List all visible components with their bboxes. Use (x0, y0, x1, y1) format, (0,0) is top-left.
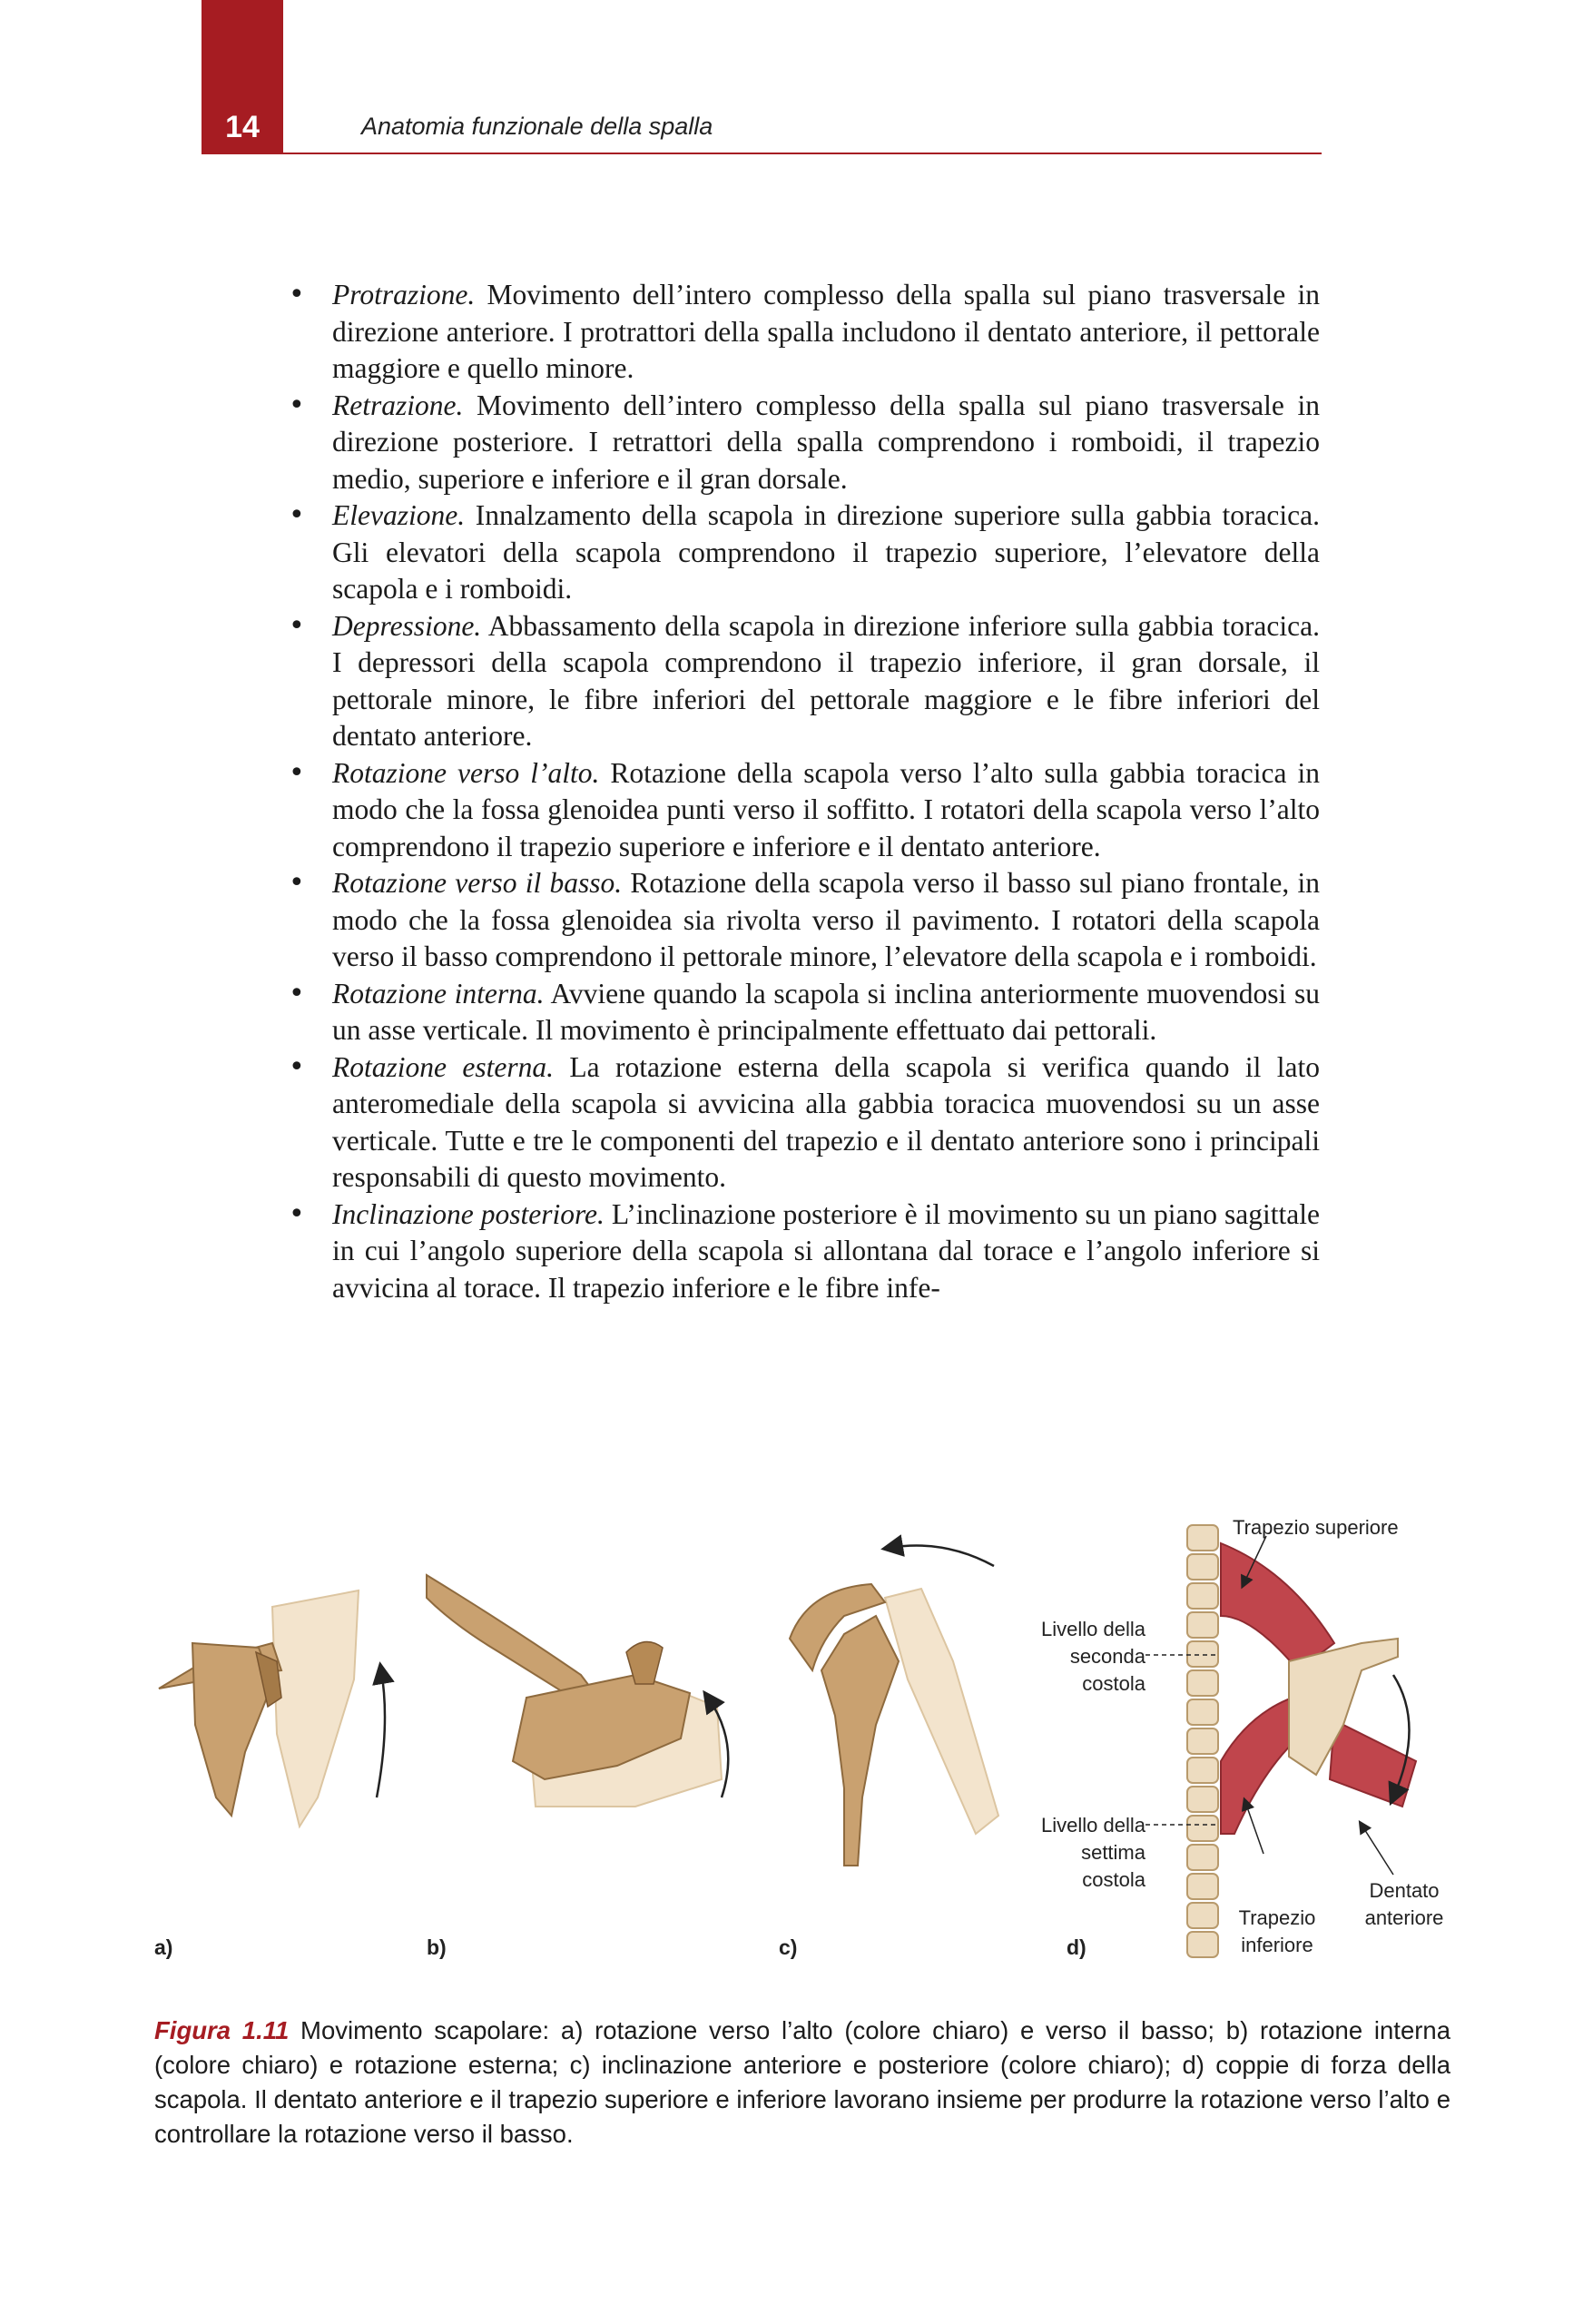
movement-list (289, 277, 1320, 1306)
list-item-term: Rotazione esterna. (332, 1050, 554, 1083)
list-item-term: Protrazione. (332, 279, 476, 310)
label-line: Livello della (1041, 1618, 1145, 1640)
list-item-text: L’inclinazione posteriore è il movimento su un piano sagittale in cui l’angolo superiore della scapola si allontana dal torace e l’angolo inferiore si avvicina al torace. Il trapezio inferiore e le fibre infe- (332, 1197, 1320, 1304)
label-line: seconda (1069, 1645, 1145, 1668)
list-item-term: Elevazione. (332, 499, 466, 531)
list-item-term: Inclinazione posteriore. (332, 1197, 605, 1230)
list-item (289, 755, 1320, 866)
scapular-movement-figure (0, 1489, 1583, 1997)
list-item (289, 865, 1320, 976)
label-livello-settima-costola (1008, 1812, 1145, 1894)
figure-caption (154, 2014, 1450, 2152)
list-item-term: Rotazione verso il basso. (332, 867, 623, 899)
label-line: costola (1082, 1868, 1145, 1891)
header-rule (202, 153, 1322, 154)
list-item-text: Innalzamento della scapola in direzione superiore sulla gabbia toracica. Gli elevatori della scapola comprendono il trapezio superiore, l’elevatore della scapola e i romboidi. (332, 499, 1320, 605)
panel-label-d: d) (1067, 1935, 1086, 1959)
list-item-term: Retrazione. (332, 389, 464, 421)
list-item (289, 1196, 1320, 1307)
figure-illustration (0, 1489, 1583, 1997)
list-item (289, 388, 1320, 498)
caption-text: Movimento scapolare: a) rotazione verso l’alto (colore chiaro) e verso il basso; b) rotazione interna (colore chiaro) e rotazione esterna; c) inclinazione anteriore e posteriore (colore chiaro); d) coppie di forza della scapola. Il dentato anteriore e il trapezio superiore e inferiore lavorano insieme per produrre la rotazione verso l’alto e controllare la rotazione verso il basso. (154, 2016, 1450, 2148)
list-item (289, 497, 1320, 608)
panel-b-scapula (427, 1575, 728, 1807)
label-livello-seconda-costola (1008, 1616, 1145, 1698)
panel-label-c: c) (779, 1935, 798, 1959)
list-item-text: Movimento dell’intero complesso della spalla sul piano trasversale in direzione posteriore. I retrattori della spalla comprendono i romboidi, il trapezio medio, superiore e inferiore e il gran dorsale. (332, 389, 1320, 495)
list-item-term: Rotazione verso l’alto. (332, 756, 600, 789)
list-item-text: Movimento dell’intero complesso della spalla sul piano trasversale in direzione anteriore. I protrattori della spalla includono il dentato anteriore, il pettorale maggiore e quello minore. (332, 279, 1320, 384)
label-line: anteriore (1364, 1906, 1444, 1929)
panel-c-scapula (790, 1546, 998, 1866)
list-item-text: La rotazione esterna della scapola si verifica quando il lato anteromediale della scapola si avvicina alla gabbia toracica muovendosi su un asse verticale. Tutte e tre le componenti del trapezio e il dentato anteriore sono i principali responsabili di questo movimento. (332, 1050, 1320, 1193)
list-item-text: Rotazione della scapola verso il basso sul piano frontale, in modo che la fossa glenoidea sia rivolta verso il pavimento. I rotatori della scapola verso il basso comprendono il pettorale minore, l’elevatore della scapola e i romboidi. (332, 867, 1320, 972)
list-item (289, 1049, 1320, 1196)
list-item-term: Depressione. (332, 609, 482, 642)
label-line: Trapezio (1238, 1906, 1316, 1929)
label-dentato-anteriore (1354, 1877, 1454, 1932)
list-item-term: Rotazione interna. (332, 977, 545, 1009)
label-trapezio-inferiore (1227, 1905, 1327, 1959)
list-item (289, 608, 1320, 755)
list-item-text: Abbassamento della scapola in direzione inferiore sulla gabbia toracica. I depressori della scapola comprendono il trapezio inferiore, il gran dorsale, il pettorale minore, le fibre inferiori del pettorale maggiore e le fibre inferiori del dentato anteriore. (332, 609, 1320, 752)
list-item (289, 277, 1320, 388)
label-line: settima (1081, 1841, 1145, 1864)
panel-label-a: a) (154, 1935, 173, 1959)
list-item-text: Rotazione della scapola verso l’alto sulla gabbia toracica in modo che la fossa glenoidea punti verso il soffitto. I rotatori della scapola verso l’alto comprendono il trapezio superiore e inferiore e il dentato anteriore. (332, 756, 1320, 862)
caption-label: Figura 1.11 (154, 2016, 290, 2044)
list-item (289, 976, 1320, 1049)
panel-a-scapula (159, 1590, 385, 1827)
panel-label-b: b) (427, 1935, 447, 1959)
page-number: 14 (225, 110, 260, 144)
label-line: Livello della (1041, 1814, 1145, 1837)
label-line: Dentato (1369, 1879, 1440, 1902)
label-trapezio-superiore: Trapezio superiore (1233, 1516, 1399, 1539)
label-line: inferiore (1241, 1934, 1313, 1956)
running-title: Anatomia funzionale della spalla (361, 113, 713, 140)
label-line: costola (1082, 1672, 1145, 1695)
list-item-text: Avviene quando la scapola si inclina anteriormente muovendosi su un asse verticale. Il movimento è principalmente effettuato dai pettorali. (332, 977, 1320, 1046)
